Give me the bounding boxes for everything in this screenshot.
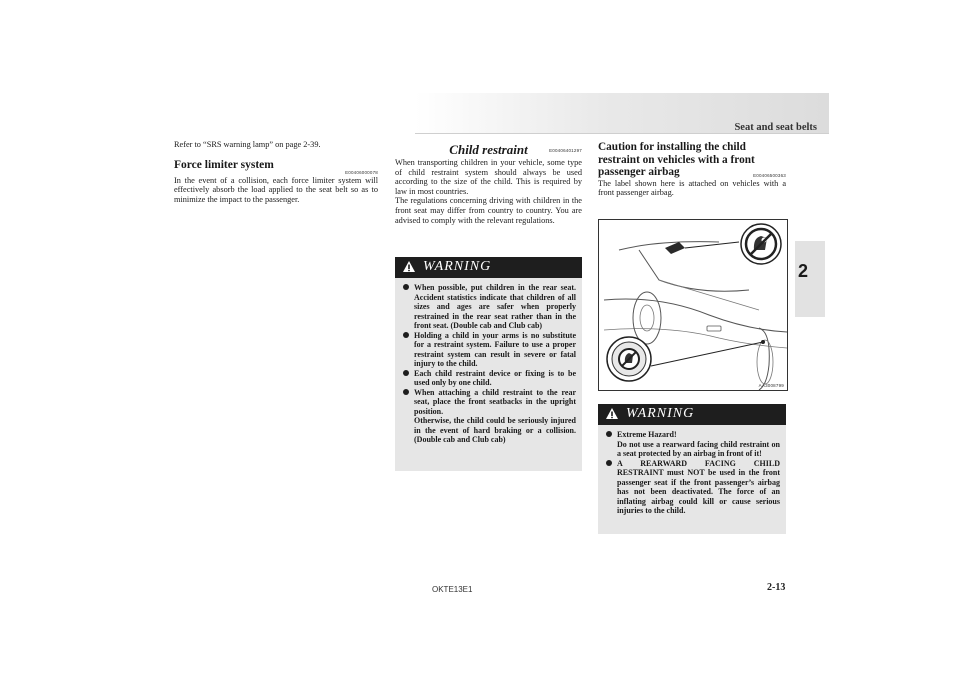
child-restraint-warning-box [395, 257, 582, 471]
warning-triangle-icon [402, 260, 416, 273]
child-restraint-code: E00406401297 [549, 148, 582, 153]
airbag-caution-heading: Caution for installing the child restraint on vehicles with a front passenger airbag [598, 141, 755, 178]
warning-title: WARNING [626, 406, 695, 421]
bullet-icon [403, 370, 409, 376]
warning-item [403, 283, 576, 331]
warning-title: WARNING [423, 259, 492, 274]
no-rearward-child-seat-icon [741, 224, 781, 264]
warning-item-text: Holding a child in your arms is no substitute for a restraint system. Failure to use a proper restraint system can result in severe or fatal injury to the child. [414, 330, 576, 368]
warning-header [598, 404, 786, 425]
airbag-label-figure [598, 219, 788, 391]
page-number: 2-13 [767, 582, 786, 593]
bullet-icon [606, 431, 612, 437]
bullet-icon [403, 389, 409, 395]
warning-item-text: When attaching a child restraint to the rear seat, place the front seatbacks in the upright position. [414, 387, 576, 416]
force-limiter-heading: Force limiter system [174, 158, 274, 171]
left-column [174, 140, 378, 204]
force-limiter-paragraph: In the event of a collision, each force limiter system will effectively absorb the load applied to the seat belt so as to minimize the impact to the passenger. [174, 175, 378, 204]
child-restraint-paragraph-1: When transporting children in your vehicle, some type of child restraint system should always be used according to the size of the child. This is required by law in most countries. [395, 158, 582, 196]
bullet-icon [403, 332, 409, 338]
bullet-icon [403, 284, 409, 290]
chapter-tab-number: 2 [798, 261, 809, 281]
warning-item [403, 388, 576, 445]
section-title: Seat and seat belts [734, 122, 817, 133]
middle-column [395, 141, 582, 225]
warning-item [606, 430, 780, 459]
warning-item-text: When possible, put children in the rear seat. Accident statistics indicate that children of all sizes and ages are safer when properly restrained in the rear seat rather than in the front seat. (Double cab and Club cab) [414, 283, 576, 330]
warning-item [606, 459, 780, 516]
warning-item-subtext: Otherwise, the child could be seriously injured in the event of hard braking or a collision. (Double cab and Club cab) [414, 416, 576, 444]
right-column [598, 141, 786, 198]
figure-code: AA3008799 [758, 383, 784, 388]
child-restraint-title-row [395, 141, 582, 158]
airbag-warning-box [598, 404, 786, 534]
warning-item [403, 369, 576, 388]
warning-list [598, 425, 786, 522]
child-restraint-paragraph-2: The regulations concerning driving with children in the front seat may differ from country to country. You are advised to comply with the relevant regulations. [395, 196, 582, 225]
warning-triangle-icon [605, 407, 619, 420]
bullet-icon [606, 460, 612, 466]
warning-item-text: Each child restraint device or fixing is to be used only by one child. [414, 368, 576, 387]
warning-item-text: A REARWARD FACING CHILD RESTRAINT must NOT be used in the front passenger seat if the front passenger’s airbag has not been deactivated. The force of an inflating airbag could kill or cause serious injuries to the child. [617, 458, 780, 515]
intro-reference: Refer to “SRS warning lamp” on page 2-39. [174, 140, 321, 149]
airbag-warning-label-icon [607, 337, 651, 381]
airbag-caution-paragraph: The label shown here is attached on vehicles with a front passenger airbag. [598, 178, 786, 198]
document-code: OKTE13E1 [432, 585, 473, 594]
warning-item-subtext: Do not use a rearward facing child restraint on a seat protected by an airbag in front of it! [617, 439, 780, 458]
child-restraint-title: Child restraint [449, 142, 528, 157]
airbag-caution-code: E00406500363 [753, 172, 786, 178]
warning-item [403, 331, 576, 369]
warning-header [395, 257, 582, 278]
warning-list [395, 278, 582, 451]
warning-item-text: Extreme Hazard! [617, 430, 677, 439]
force-limiter-code: E00406000078 [345, 169, 378, 175]
header-rule [415, 133, 829, 134]
dashboard-illustration [599, 220, 787, 390]
